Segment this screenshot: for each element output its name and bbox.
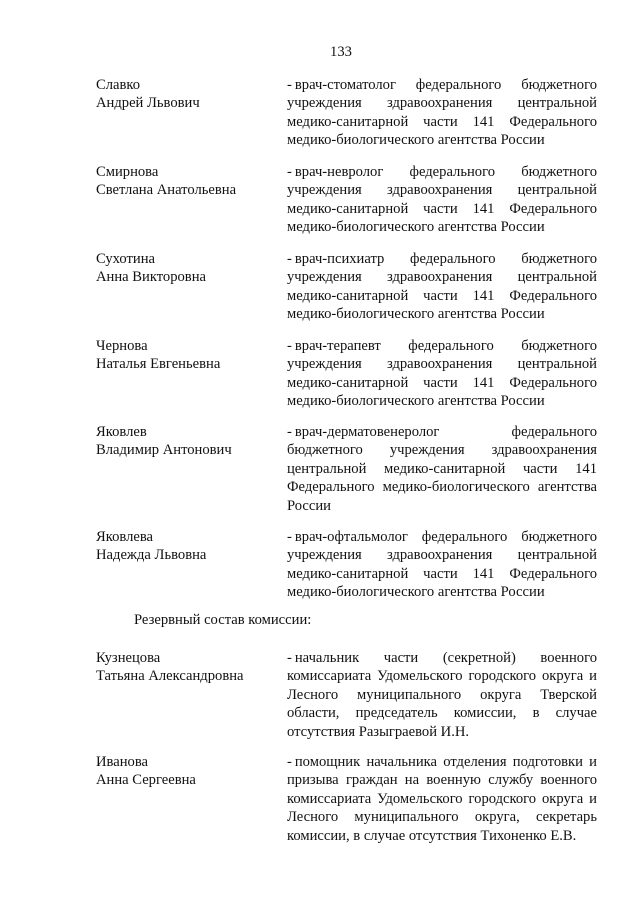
member-role-text: начальник части (секретной) военного комиссариата Удомельского городского округа и Лесного муниципального округа Тверской области, председатель комиссии, в случае отсутствия Разыграевой И.Н. <box>287 650 597 740</box>
member-role <box>287 250 597 324</box>
role-dash: - <box>287 650 292 666</box>
member-given-names: Надежда Львовна <box>96 547 207 564</box>
role-dash: - <box>287 251 292 267</box>
member-surname: Смирнова <box>96 164 159 180</box>
member-surname: Славко <box>96 77 141 93</box>
member-role <box>287 649 597 741</box>
member-role-text: врач-терапевт федерального бюджетного учреждения здравоохранения центральной медико-санитарной части 141 Федерального медико-биологического агентства России <box>287 338 597 410</box>
member-name <box>96 337 276 374</box>
reserve-heading: Резервный состав комиссии: <box>134 612 312 628</box>
member-given-names: Владимир Антонович <box>96 442 232 459</box>
member-role <box>287 423 597 515</box>
member-given-names: Анна Сергеевна <box>96 772 196 789</box>
page-number: 133 <box>330 44 352 60</box>
member-role-text: врач-дерматовенеролог федерального бюджетного учреждения здравоохранения центральной медико-санитарной части 141 Федерального медико-биологического агентства России <box>287 424 597 514</box>
member-surname: Иванова <box>96 754 148 770</box>
member-surname: Кузнецова <box>96 650 161 666</box>
member-given-names: Андрей Львович <box>96 95 200 112</box>
member-name <box>96 76 276 113</box>
member-role-text: врач-невролог федерального бюджетного учреждения здравоохранения центральной медико-санитарной части 141 Федерального медико-биологического агентства России <box>287 164 597 236</box>
role-dash: - <box>287 754 292 770</box>
member-given-names: Татьяна Александровна <box>96 668 244 685</box>
role-dash: - <box>287 338 292 354</box>
member-name <box>96 250 276 287</box>
member-role-text: помощник начальника отделения подготовки и призыва граждан на военную службу военного комиссариата Удомельского городского округа и Лесного муниципального округа, секретарь комиссии, в случае отсутствия Тихоненко Е.В. <box>287 754 597 844</box>
member-role-text: врач-психиатр федерального бюджетного учреждения здравоохранения центральной медико-санитарной части 141 Федерального медико-биологического агентства России <box>287 251 597 323</box>
member-role-text: врач-офтальмолог федерального бюджетного учреждения здравоохранения центральной медико-санитарной части 141 Федерального медико-биологического агентства России <box>287 529 597 601</box>
member-given-names: Наталья Евгеньевна <box>96 356 221 373</box>
role-dash: - <box>287 77 292 93</box>
member-role <box>287 337 597 411</box>
member-surname: Сухотина <box>96 251 155 267</box>
member-role <box>287 528 597 602</box>
role-dash: - <box>287 529 292 545</box>
member-role-text: врач-стоматолог федерального бюджетного учреждения здравоохранения центральной медико-санитарной части 141 Федерального медико-биологического агентства России <box>287 77 597 149</box>
member-role <box>287 753 597 845</box>
member-given-names: Анна Викторовна <box>96 269 206 286</box>
member-role <box>287 76 597 150</box>
member-name <box>96 423 276 460</box>
member-surname: Яковлева <box>96 529 154 545</box>
member-surname: Чернова <box>96 338 148 354</box>
member-name <box>96 649 276 686</box>
member-role <box>287 163 597 237</box>
role-dash: - <box>287 424 292 440</box>
member-name <box>96 163 276 200</box>
role-dash: - <box>287 164 292 180</box>
member-name <box>96 528 276 565</box>
member-surname: Яковлев <box>96 424 147 440</box>
member-given-names: Светлана Анатольевна <box>96 182 237 199</box>
member-name <box>96 753 276 790</box>
